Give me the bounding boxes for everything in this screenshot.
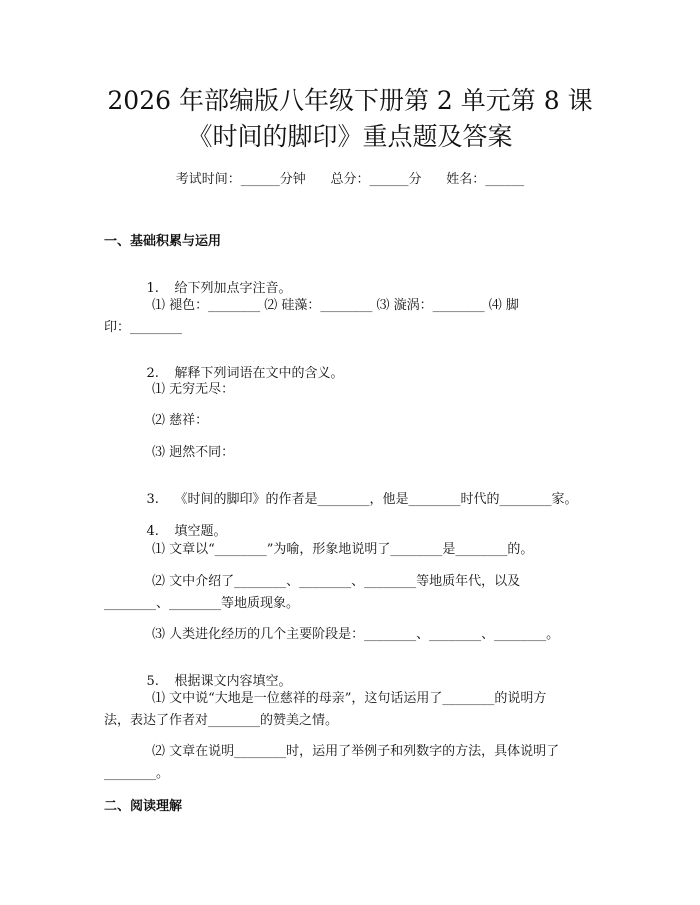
question-text: 给下列加点字注音。 (174, 281, 292, 296)
question-number: 5. (146, 674, 159, 689)
q2-item-2: ⑵ 慈祥： (152, 413, 209, 428)
question-number: 3. (146, 492, 159, 507)
question-number: 1. (146, 281, 159, 296)
section-heading-2: 二、阅读理解 (104, 799, 183, 814)
question-number: 2. (146, 366, 159, 381)
q4-item-2-line-1: ⑵ 文中介绍了________、________、________等地质年代，以及 (152, 574, 521, 589)
title-line-1: 2026 年部编版八年级下册第 2 单元第 8 课 (107, 86, 593, 115)
exam-info: 考试时间：______分钟 总分：______分 姓名：______ (175, 172, 525, 187)
q4-item-2-line-2: ________、________等地质现象。 (104, 596, 300, 611)
q5-item-2-line-1: ⑵ 文章在说明________时，运用了举例子和列数字的方法，具体说明了 (152, 744, 560, 759)
q4-item-3: ⑶ 人类进化经历的几个主要阶段是：________、________、________。 (152, 627, 560, 642)
question-text: 根据课文内容填空。 (174, 674, 292, 689)
question-text: 填空题。 (174, 524, 227, 539)
section-heading-1: 一、基础积累与运用 (104, 234, 222, 249)
q5-item-1-line-1: ⑴ 文中说“大地是一位慈祥的母亲”，这句话运用了________的说明方 (152, 691, 547, 706)
q1-line-2: 印：________ (104, 320, 183, 335)
q2-item-1: ⑴ 无穷无尽： (152, 382, 235, 397)
question-number: 4. (146, 524, 159, 539)
q2-item-3: ⑶ 迥然不同： (152, 445, 235, 460)
title-line-2: 《时间的脚印》重点题及答案 (187, 122, 513, 151)
q5-item-1-line-2: 法，表达了作者对________的赞美之情。 (104, 713, 339, 728)
q5-item-2-line-2: ________。 (104, 766, 170, 781)
q4-item-1: ⑴ 文章以“________”为喻，形象地说明了________是________的。 (152, 542, 534, 557)
question-text: 《时间的脚印》的作者是________，他是________时代的________家。 (174, 492, 578, 507)
q1-line-1: ⑴ 褪色：________ ⑵ 硅藻：________ ⑶ 漩涡：________ ⑷ 脚 (152, 298, 519, 313)
question-text: 解释下列词语在文中的含义。 (174, 366, 344, 381)
